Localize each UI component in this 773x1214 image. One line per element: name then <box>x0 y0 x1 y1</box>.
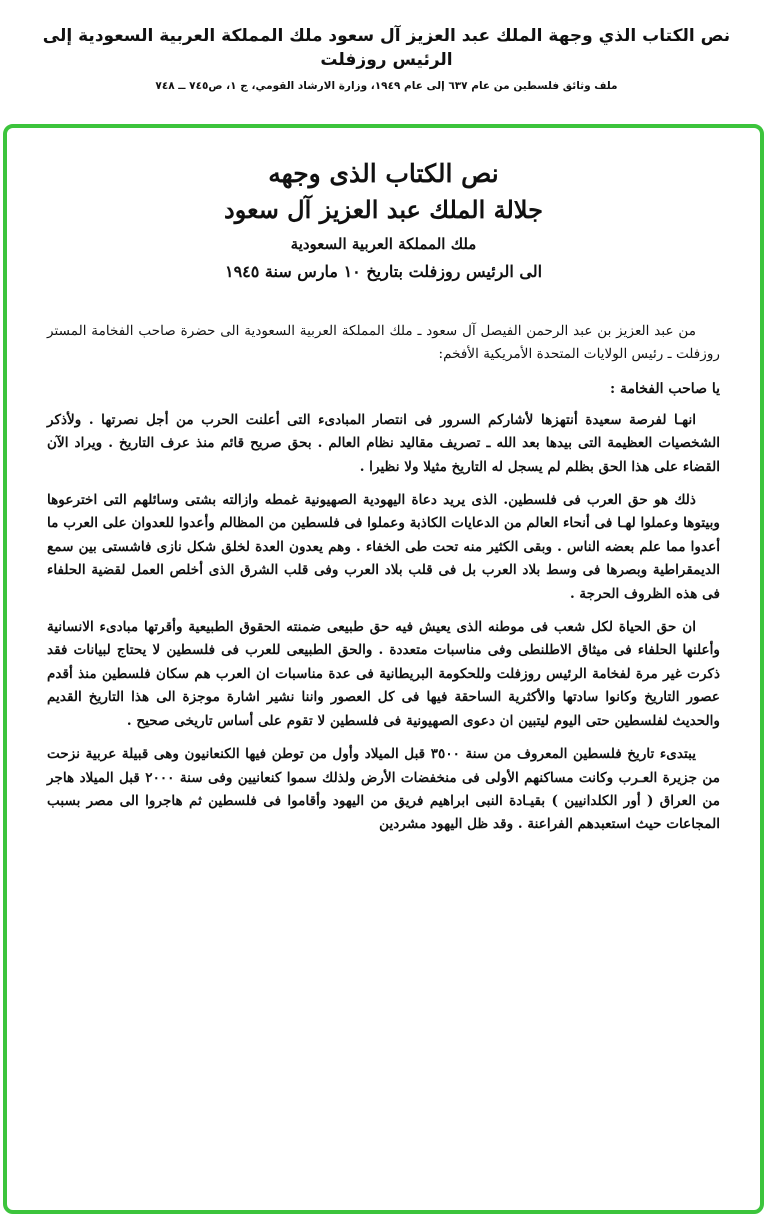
header-citation: ملف وثائق فلسطين من عام ٦٣٧ إلى عام ١٩٤٩، وزارة الارشاد القومي، ج ١، ص٧٤٥ ــ ٧٤٨ <box>155 80 618 92</box>
document-frame <box>3 124 764 1214</box>
salutation: يا صاحب الفخامة : <box>609 380 720 397</box>
body-paragraph-1: انهـا لفرصة سعيدة أنتهزها لأشاركم السرور فى انتصار المبادىء التى أعلنت الحرب من أجل نصرتها . ولأذكر الشخصيات العظيمة التى بيدها بعد الله ـ تصريف مقاليد نظام العالم . بحق صريح قائم منذ عرف التاريخ . ويراد الآن القضاء على هذا الحق بظلم لم يسجل له التاريخ مثيلا ولا نظيرا . <box>47 411 720 475</box>
document-title-line1: نص الكتاب الذى وجهه <box>268 159 499 188</box>
document-title-line4: الى الرئيس روزفلت بتاريخ ١٠ مارس سنة ١٩٤٥ <box>224 262 543 281</box>
address-paragraph: من عبد العزيز بن عبد الرحمن الفيصل آل سعود ـ ملك المملكة العربية السعودية الى حضرة صاحب الفخامة المستر روزفلت ـ رئيس الولايات المتحدة الأمريكية الأفخم: <box>47 323 720 363</box>
page-header <box>20 24 753 94</box>
document-title-line2: جلالة الملك عبد العزيز آل سعود <box>224 195 543 224</box>
body-paragraph-4: يبتدىء تاريخ فلسطين المعروف من سنة ٣٥٠٠ قبل الميلاد وأول من توطن فيها الكنعانيون وهى قبيلة عربية نزحت من جزيرة العـرب وكانت مساكنهم الأولى فى منخفضات الأرض ولذلك سموا كنعانيين وفى سنة ٢٠٠٠ قبل الميلاد هاجر من العراق ( أور الكلدانيين ) بقيـادة النبى ابراهيم فريق من اليهود وأقاموا فى فلسطين ثم هاجروا الى مصر بسبب المجاعات حيث استعبدهم الفراعنة . وقد ظل اليهود مشردين <box>47 746 721 833</box>
body-paragraph-2: ذلك هو حق العرب فى فلسطين. الذى يريد دعاة اليهودية الصهيونية غمطه وازالته بشتى وسائلهم التى اخترعوها وبيتوها وعملوا لهـا فى أنحاء العالم من الدعايات الكاذبة وعملوا فى فلسطين من المظالم وأعدوا للعدوان على العرب ما أعدوا مما علم بعضه الناس . وبقى الكثير منه تحت طى الخفاء . وهم يعدون العدة لخلق شكل نازى فاشستى بين سمع الديمقراطية وبصرها فى وسط بلاد العرب بل فى قلب بلاد العرب وفى قلب الشرق الذى أخلص العمل لقضية الحلفاء فى هذه الظروف الحرجة . <box>47 492 720 602</box>
body-paragraph-3: ان حق الحياة لكل شعب فى موطنه الذى يعيش فيه حق طبيعى ضمنته الحقوق الطبيعية وأقرتها مبادىء الانسانية وأعلنها الحلفاء فى ميثاق الاطلنطى وفى مناسبات متعددة . والحق الطبيعى للعرب فى فلسطين لا يحتاج لبيانات فقد ذكرت غير مرة لفخامة الرئيس روزفلت وللحكومة البريطانية فى عدة مناسبات ان العرب هم سكان فلسطين منذ أقدم عصور التاريخ وكانوا سادتها والأكثرية الساحقة فيها فى كل العصور واننا نشير اشارة موجزة الى هذا التاريخ القديم والحديث لفلسطين حتى اليوم ليتبين ان دعوى الصهيونية فى فلسطين لا تقوم على أساس تاريخى صحيح . <box>47 619 720 729</box>
header-title: نص الكتاب الذي وجهة الملك عبد العزيز آل سعود ملك المملكة العربية السعودية إلى الرئيس روزفلت <box>42 26 731 70</box>
document-titles <box>47 156 720 286</box>
document-title-line3: ملك المملكة العربية السعودية <box>290 235 477 253</box>
document-body <box>47 156 720 847</box>
